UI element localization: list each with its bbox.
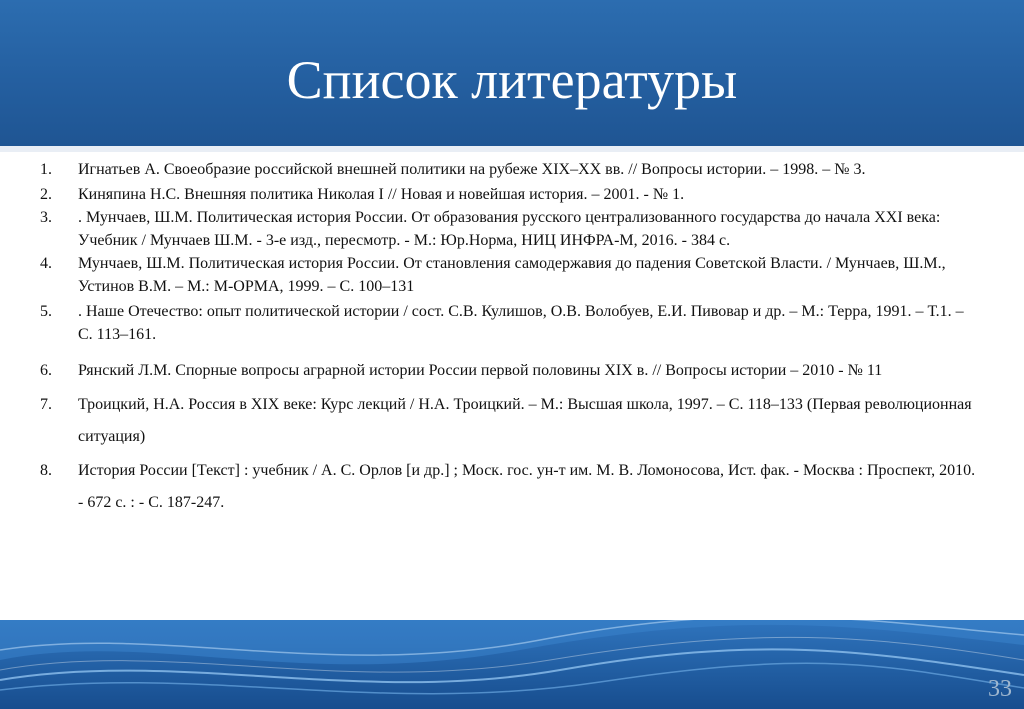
reference-number: 8. xyxy=(40,462,52,479)
reference-text: . Наше Отечество: опыт политической истории / сост. С.В. Кулишов, О.В. Волобуев, Е.И. Пивовар и др. – М.: Терра, 1991. – Т.1. – С. 113–161. xyxy=(78,303,964,343)
reference-number: 1. xyxy=(40,161,52,178)
reference-number: 6. xyxy=(40,362,52,379)
reference-text: Рянский Л.М. Спорные вопросы аграрной истории России первой половины XIX в. // Вопросы истории – 2010 - № 11 xyxy=(78,362,883,379)
title-divider xyxy=(0,146,1024,152)
reference-item xyxy=(40,355,980,387)
reference-list xyxy=(40,158,980,519)
reference-item xyxy=(40,158,980,181)
footer-wave-band xyxy=(0,620,1024,709)
reference-number: 7. xyxy=(40,396,52,413)
slide-title: Список литературы xyxy=(286,50,738,110)
reference-number: 5. xyxy=(40,303,52,320)
page-number: 33 xyxy=(988,676,1012,702)
reference-number: 3. xyxy=(40,209,52,226)
reference-item xyxy=(40,252,980,298)
wave-decoration xyxy=(0,620,1024,709)
reference-text: Игнатьев А. Своеобразие российской внешней политики на рубеже XIX–XX вв. // Вопросы истории. – 1998. – № 3. xyxy=(78,161,866,178)
reference-number: 4. xyxy=(40,255,52,272)
reference-text: Киняпина Н.С. Внешняя политика Николая I // Новая и новейшая история. – 2001. - № 1. xyxy=(78,186,685,203)
reference-text: Мунчаев, Ш.М. Политическая история России. От становления самодержавия до падения Советской Власти. / Мунчаев, Ш.М., Устинов В.М. – М.: М-ОРМА, 1999. – С. 100–131 xyxy=(78,255,946,295)
reference-item xyxy=(40,206,980,252)
reference-item xyxy=(40,389,980,453)
reference-text: Троицкий, Н.А. Россия в XIX веке: Курс лекций / Н.А. Троицкий. – М.: Высшая школа, 1997. – С. 118–133 (Первая революционная ситуация) xyxy=(78,396,972,445)
reference-text: История России [Текст] : учебник / А. С. Орлов [и др.] ; Моск. гос. ун-т им. М. В. Ломоносова, Ист. фак. - Москва : Проспект, 2010. - 672 с. : - С. 187-247. xyxy=(78,462,976,511)
reference-text: . Мунчаев, Ш.М. Политическая история России. От образования русского централизованного государства до начала XXI века: Учебник / Мунчаев Ш.М. - 3-е изд., пересмотр. - М.: Юр.Норма, НИЦ ИНФРА-М, 2016. - 384 с. xyxy=(78,209,941,249)
reference-number: 2. xyxy=(40,186,52,203)
reference-item xyxy=(40,455,980,519)
reference-item xyxy=(40,300,980,346)
reference-item xyxy=(40,183,980,206)
